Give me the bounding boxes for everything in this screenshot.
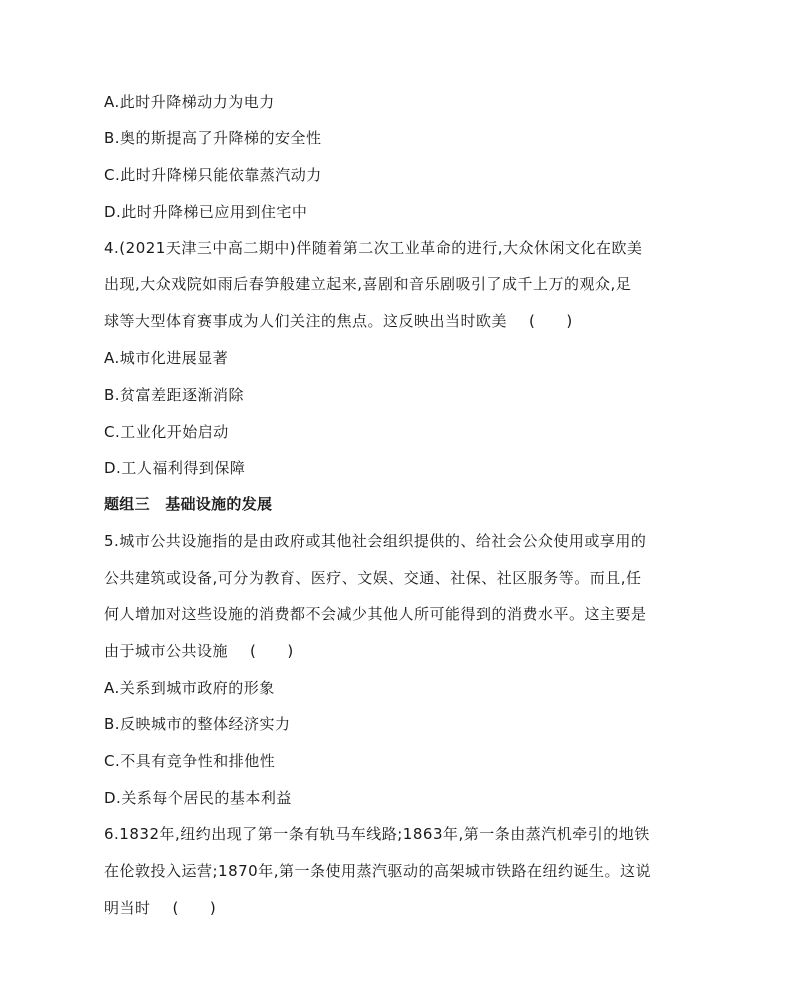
q5-stem-line-1: 5.城市公共设施指的是由政府或其他社会组织提供的、给社会公众使用或享用的 xyxy=(104,532,647,550)
q3-option-d: D.此时升降梯已应用到住宅中 xyxy=(104,203,308,221)
answer-blank: ( ) xyxy=(529,312,573,330)
q5-option-c: C.不具有竞争性和排他性 xyxy=(104,752,276,770)
q3-option-b: B.奥的斯提高了升降梯的安全性 xyxy=(104,129,322,147)
section-heading: 题组三 基础设施的发展 xyxy=(104,495,273,513)
q4-stem-line-2: 出现,大众戏院如雨后春笋般建立起来,喜剧和音乐剧吸引了成千上万的观众,足 xyxy=(104,275,632,293)
q6-stem-line-2: 在伦敦投入运营;1870年,第一条使用蒸汽驱动的高架城市铁路在纽约诞生。这说 xyxy=(104,862,651,880)
q4-stem-line-1: 4.(2021天津三中高二期中)伴随着第二次工业革命的进行,大众休闲文化在欧美 xyxy=(104,239,643,257)
q4-stem-line-3: 球等大型体育赛事成为人们关注的焦点。这反映出当时欧美 ( ) xyxy=(104,312,573,330)
q4-option-c: C.工业化开始启动 xyxy=(104,423,229,441)
q4-option-a: A.城市化进展显著 xyxy=(104,349,229,367)
q5-stem-line-3: 何人增加对这些设施的消费都不会减少其他人所可能得到的消费水平。这主要是 xyxy=(104,605,647,623)
q3-option-a: A.此时升降梯动力为电力 xyxy=(104,93,275,111)
q6-stem-line-3: 明当时 ( ) xyxy=(104,899,217,917)
answer-blank: ( ) xyxy=(250,642,294,660)
q5-stem-line-2: 公共建筑或设备,可分为教育、医疗、文娱、交通、社保、社区服务等。而且,任 xyxy=(104,569,642,587)
q5-stem-line-4: 由于城市公共设施 ( ) xyxy=(104,642,294,660)
answer-blank: ( ) xyxy=(172,899,217,917)
q5-option-d: D.关系每个居民的基本利益 xyxy=(104,789,292,807)
q3-option-c: C.此时升降梯只能依靠蒸汽动力 xyxy=(104,166,322,184)
q4-option-d: D.工人福利得到保障 xyxy=(104,459,246,477)
q5-option-a: A.关系到城市政府的形象 xyxy=(104,679,275,697)
q6-stem-line-1: 6.1832年,纽约出现了第一条有轨马车线路;1863年,第一条由蒸汽机牵引的地铁 xyxy=(104,825,650,843)
q5-option-b: B.反映城市的整体经济实力 xyxy=(104,715,291,733)
q4-option-b: B.贫富差距逐渐消除 xyxy=(104,386,245,404)
